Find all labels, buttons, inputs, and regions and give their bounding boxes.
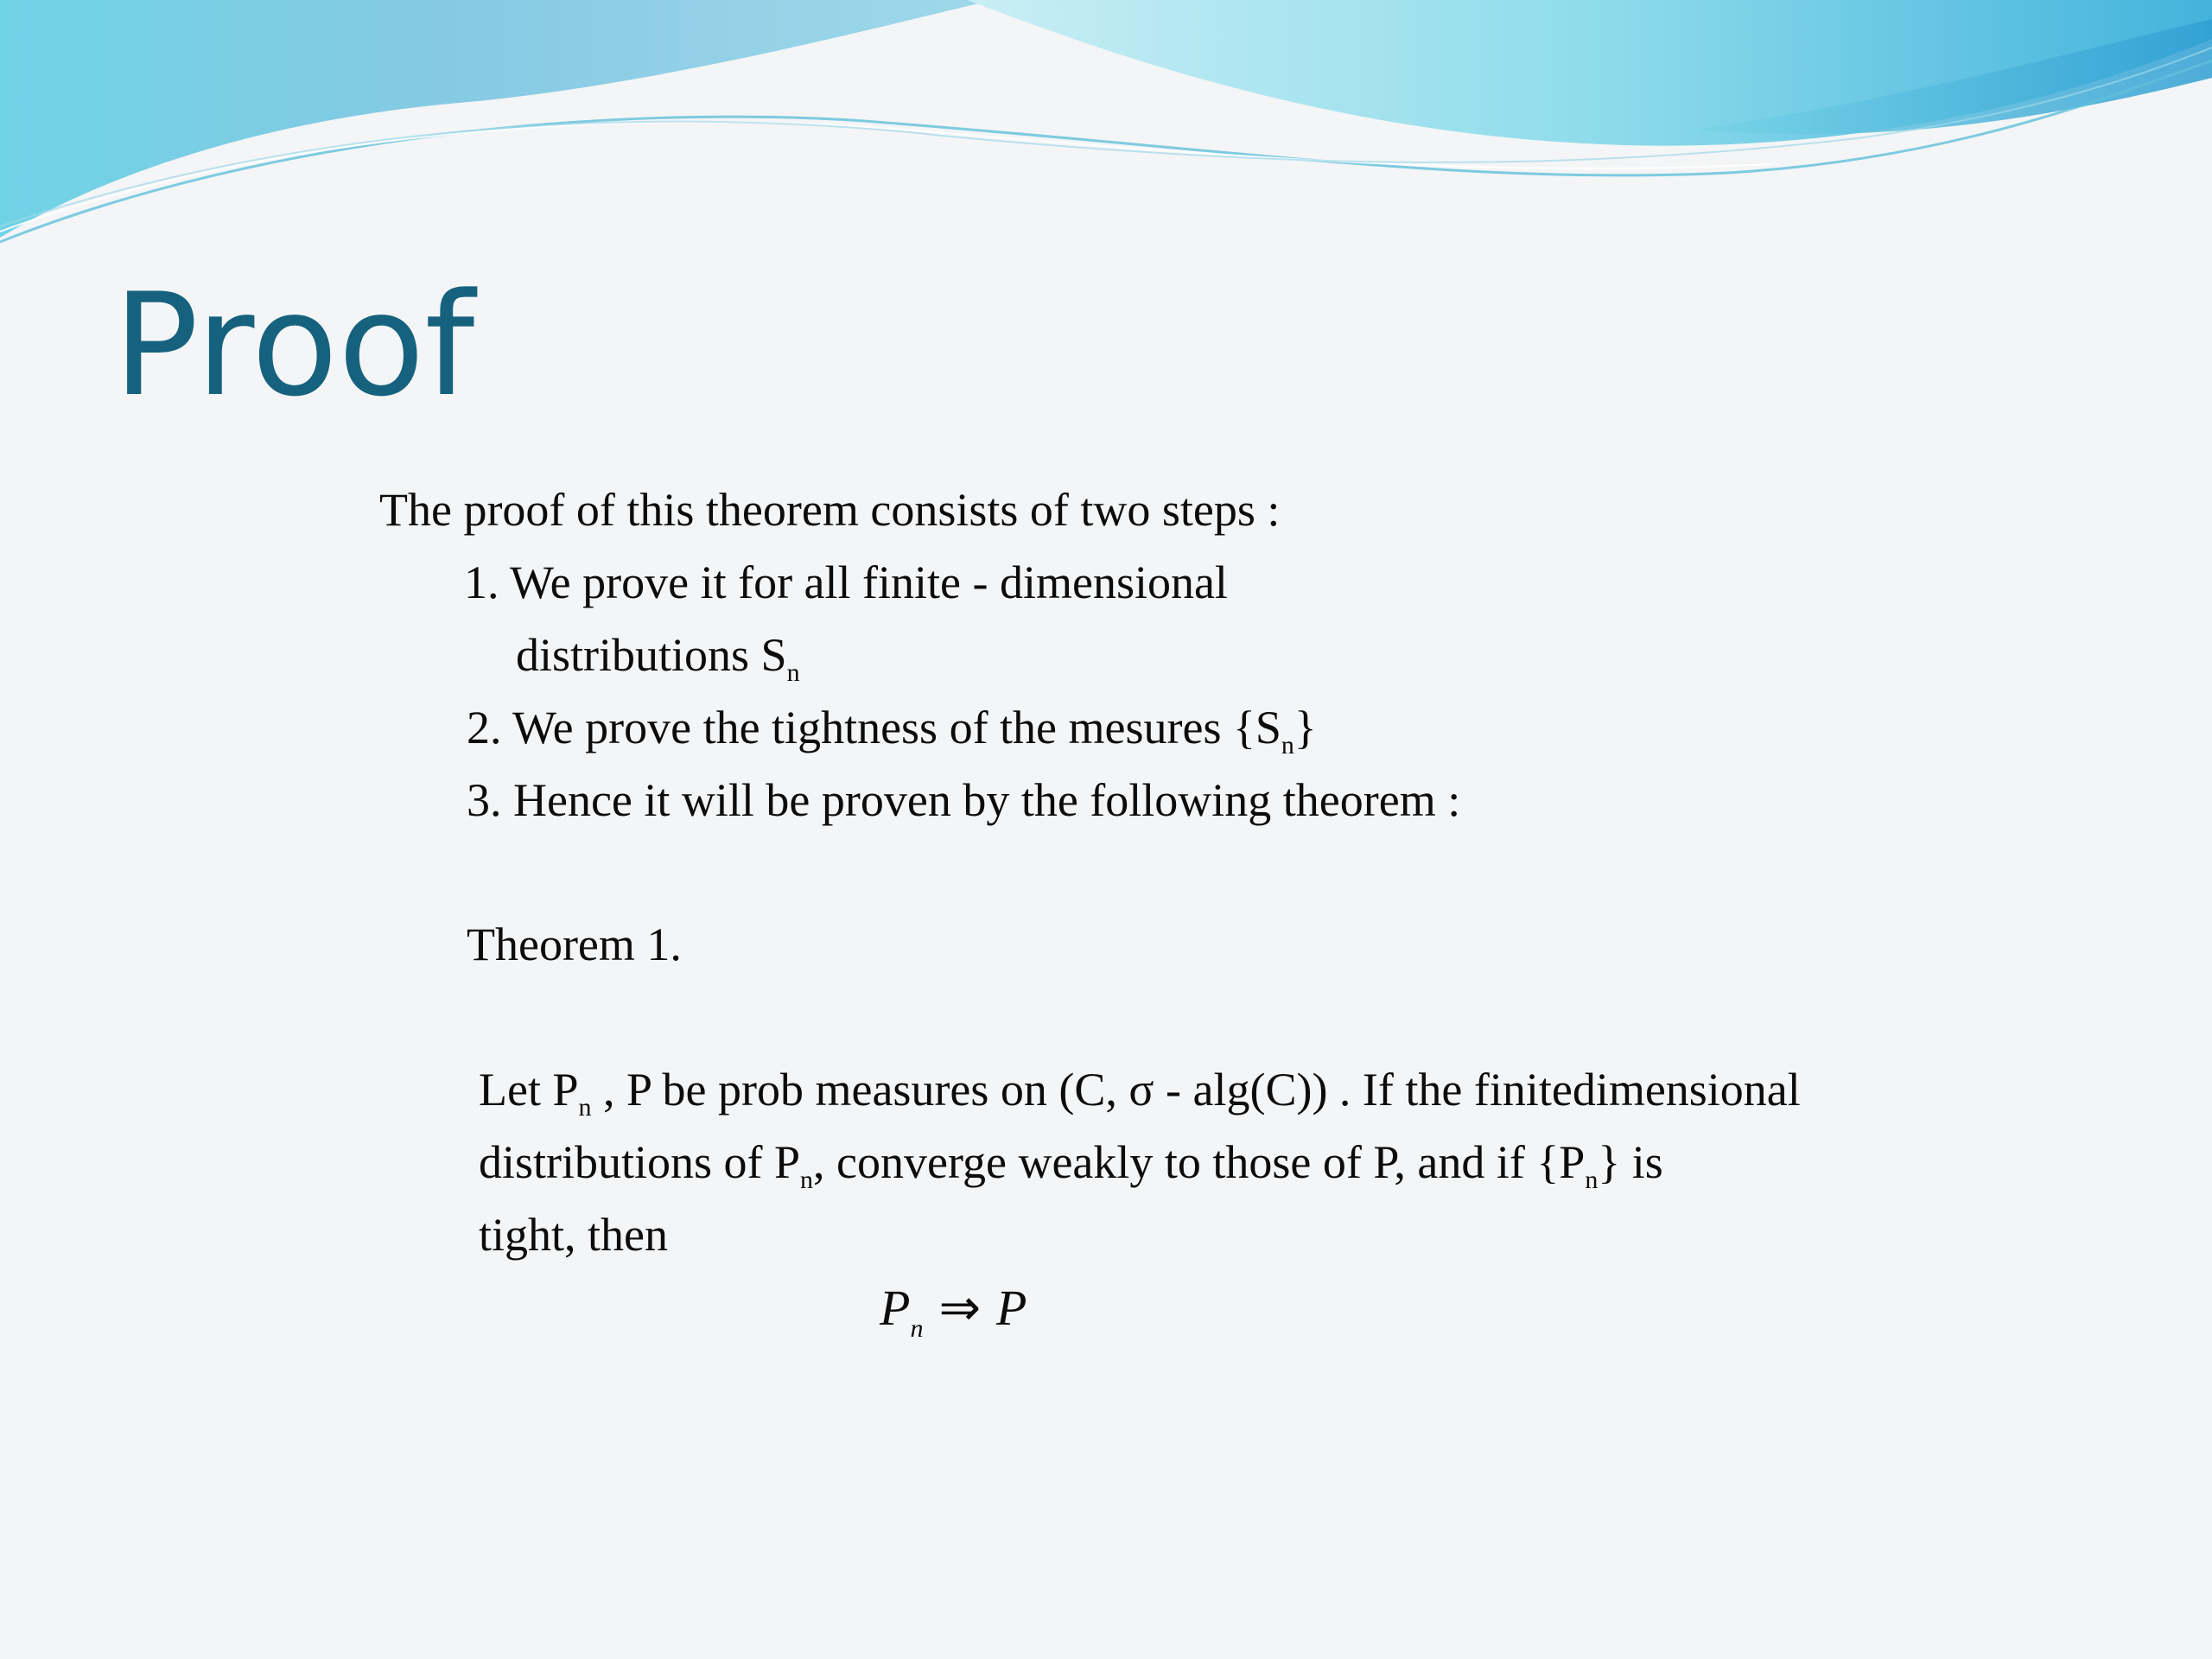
theorem-line-1-b: , P be prob measures on (C, σ - alg(C)) . If the finitedimensional [591,1064,1801,1116]
equation-lhs-subscript: n [910,1314,924,1343]
theorem-line-2-a: distributions of P [479,1136,801,1188]
subscript: n [578,1093,592,1122]
theorem-line-1 [479,1064,1801,1122]
step-3-text: 3. Hence it will be proven by the following theorem : [467,774,1461,826]
equation-rhs: P [996,1280,1027,1336]
theorem-line-2-c: } is [1598,1136,1663,1188]
step-1-text: 1. We prove it for all finite - dimensional [464,556,1228,608]
theorem-label: Theorem 1. [467,918,682,970]
subscript: n [800,1166,814,1194]
slide-title: Proof [113,263,475,428]
equation [880,1280,1027,1343]
step-2-suffix: } [1294,702,1317,753]
theorem-line-2 [479,1136,1663,1194]
step-1-continuation-text: distributions S [516,629,787,681]
implies-arrow-icon: ⇒ [938,1280,982,1336]
step-2 [467,702,1317,760]
subscript: n [1281,731,1294,760]
step-2-text: 2. We prove the tightness of the mesures {S [467,702,1281,753]
step-1-line-1 [464,556,1228,608]
theorem-line-3 [479,1209,668,1261]
subscript: n [786,658,800,687]
step-3 [467,774,1461,826]
intro-text: The proof of this theorem consists of two steps : [379,484,1281,536]
decorative-wave-banner [0,0,2212,276]
step-1-line-2 [516,629,800,687]
equation-lhs: P [880,1280,911,1336]
theorem-line-2-b: , converge weakly to those of P, and if {P [813,1136,1586,1188]
subscript: n [1585,1166,1599,1194]
theorem-line-3-a: tight, then [479,1209,668,1261]
theorem-line-1-a: Let P [479,1064,579,1116]
